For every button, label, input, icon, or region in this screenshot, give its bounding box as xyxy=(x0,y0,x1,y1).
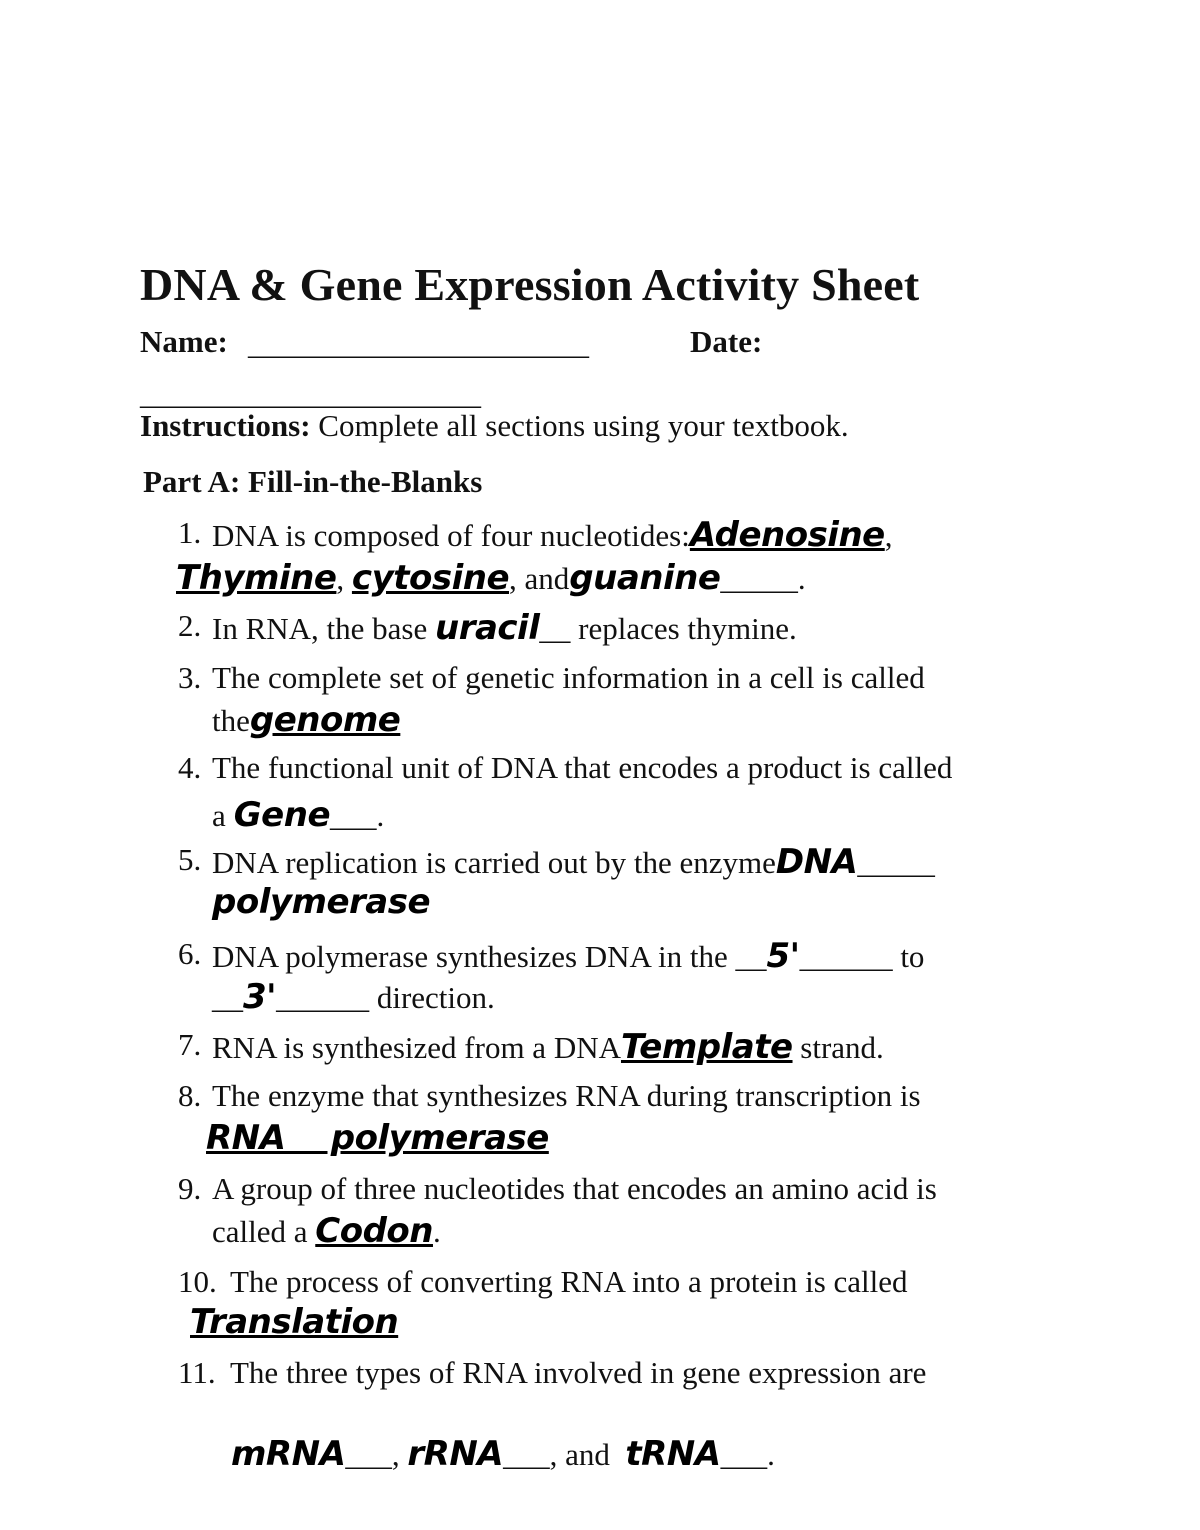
item-6-line-1 xyxy=(212,936,924,976)
item-5-line-1 xyxy=(212,842,935,882)
item-2-line-1 xyxy=(212,608,797,648)
item-number: 9. xyxy=(178,1171,202,1206)
date-blank[interactable]: ______________________ xyxy=(140,376,481,411)
item-text: , xyxy=(336,561,352,596)
item-text: the xyxy=(212,703,250,738)
handwritten-answer[interactable]: 5' xyxy=(766,936,800,976)
item-10-line-1: The process of converting RNA into a protein is called xyxy=(230,1264,908,1299)
item-text: DNA polymerase synthesizes DNA in the __ xyxy=(212,939,767,974)
item-1-line-2 xyxy=(176,558,806,598)
item-7-line-1 xyxy=(212,1027,884,1067)
name-label: Name: xyxy=(140,324,228,359)
item-text: __ xyxy=(212,980,243,1015)
date-label: Date: xyxy=(690,324,763,359)
item-1-line-1 xyxy=(212,515,892,555)
item-text: , xyxy=(884,518,893,553)
item-9-line-1: A group of three nucleotides that encodes an amino acid is xyxy=(212,1171,937,1206)
name-blank[interactable]: ______________________ xyxy=(248,326,589,361)
item-text: ___. xyxy=(330,798,385,833)
handwritten-answer[interactable]: cytosine xyxy=(351,558,510,598)
item-text: , and xyxy=(509,561,570,596)
item-number: 4. xyxy=(178,750,202,785)
item-4-line-1: The functional unit of DNA that encodes a product is called xyxy=(212,750,953,785)
instructions-label: Instructions: xyxy=(140,408,311,443)
item-number: 11. xyxy=(178,1355,216,1390)
instructions-text: Complete all sections using your textbook. xyxy=(310,408,849,443)
document-title: DNA & Gene Expression Activity Sheet xyxy=(140,259,920,310)
item-text: DNA is composed of four nucleotides: xyxy=(212,518,690,553)
handwritten-answer[interactable]: 3' xyxy=(243,977,277,1017)
item-9-line-2 xyxy=(212,1211,441,1251)
item-number: 3. xyxy=(178,660,202,695)
item-3-line-1: The complete set of genetic information in a cell is called xyxy=(212,660,925,695)
instructions-line xyxy=(140,408,849,444)
item-text: . xyxy=(432,1214,441,1249)
item-text: ___, xyxy=(345,1437,408,1472)
item-text: strand. xyxy=(792,1030,884,1065)
handwritten-answer[interactable]: Codon xyxy=(315,1211,433,1251)
item-text: ______ direction. xyxy=(276,980,495,1015)
item-3-line-2 xyxy=(212,700,400,740)
item-11-line-1: The three types of RNA involved in gene expression are xyxy=(230,1355,927,1390)
item-text: ___, and xyxy=(503,1437,626,1472)
item-6-line-2 xyxy=(212,977,495,1017)
item-text: a xyxy=(212,798,226,833)
item-4-line-2 xyxy=(212,795,384,835)
item-text: _____. xyxy=(720,561,806,596)
item-11-line-2 xyxy=(200,1398,775,1510)
item-text: _____ xyxy=(857,845,935,880)
item-text: In RNA, the base xyxy=(212,611,435,646)
handwritten-answer[interactable]: Thymine xyxy=(176,558,337,598)
handwritten-answer[interactable]: RNA polymerase xyxy=(206,1118,549,1158)
item-number: 2. xyxy=(178,608,202,643)
item-number: 5. xyxy=(178,842,202,877)
item-number: 10. xyxy=(178,1264,217,1299)
item-number: 1. xyxy=(178,515,202,550)
item-text: ___. xyxy=(720,1437,775,1472)
handwritten-answer[interactable]: guanine xyxy=(569,558,721,598)
item-text: DNA replication is carried out by the enzyme xyxy=(212,845,776,880)
item-text: __ replaces thymine. xyxy=(539,611,797,646)
handwritten-answer[interactable]: DNA xyxy=(775,842,858,882)
item-number: 6. xyxy=(178,936,202,971)
handwritten-answer[interactable]: rRNA xyxy=(407,1434,504,1474)
handwritten-answer[interactable]: Translation xyxy=(190,1302,399,1342)
handwritten-answer[interactable]: Adenosine xyxy=(689,515,885,555)
item-number: 8. xyxy=(178,1078,202,1113)
part-a-heading: Part A: Fill-in-the-Blanks xyxy=(143,464,483,499)
handwritten-answer[interactable]: Template xyxy=(620,1027,793,1067)
item-8-line-1: The enzyme that synthesizes RNA during transcription is xyxy=(212,1078,921,1113)
handwritten-answer[interactable]: uracil xyxy=(434,608,540,648)
handwritten-answer[interactable]: genome xyxy=(249,700,401,740)
item-text: RNA is synthesized from a DNA xyxy=(212,1030,621,1065)
item-text: called a xyxy=(212,1214,316,1249)
item-text: ______ to xyxy=(799,939,925,974)
handwritten-answer[interactable]: polymerase xyxy=(212,882,431,922)
handwritten-answer[interactable]: mRNA xyxy=(231,1434,346,1474)
handwritten-answer[interactable]: Gene xyxy=(233,795,330,835)
handwritten-answer[interactable]: tRNA xyxy=(625,1434,721,1474)
item-number: 7. xyxy=(178,1027,202,1062)
